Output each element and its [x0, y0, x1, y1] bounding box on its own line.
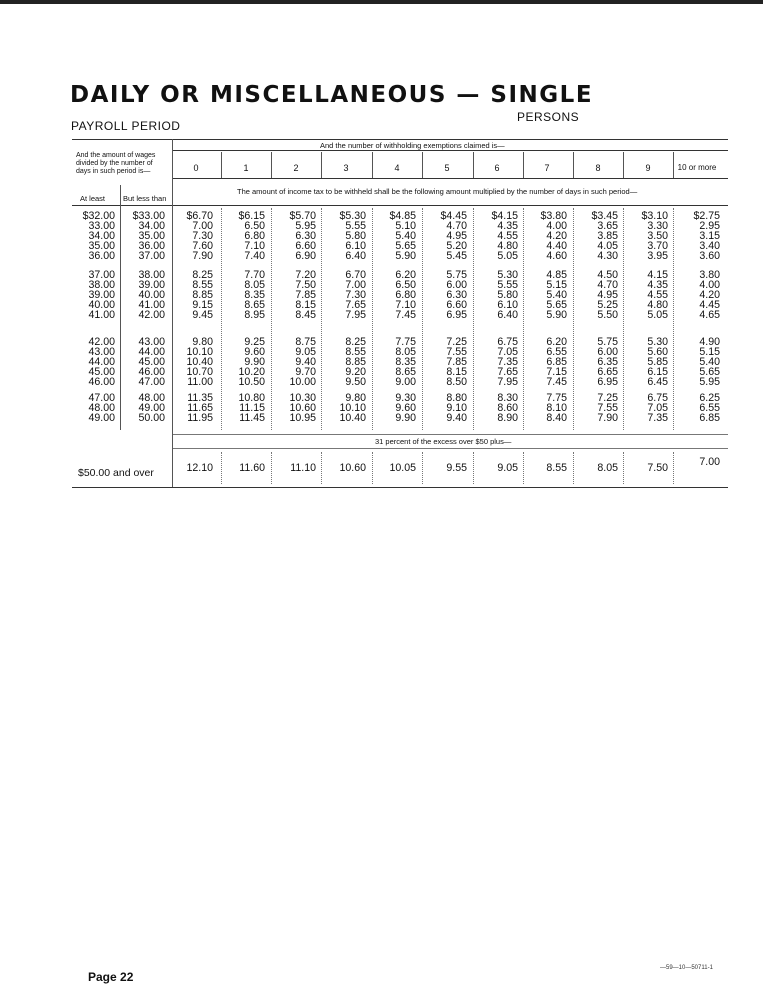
tax-amount-cell: 3.60 [699, 250, 720, 262]
tax-amount-cell: 7.60 [192, 240, 213, 252]
tax-amount-cell: 9.90 [395, 412, 416, 424]
tax-amount-cell: 8.65 [244, 299, 265, 311]
final-row-cell: 9.55 [446, 462, 467, 474]
at-least-header: At least [80, 194, 106, 203]
tax-amount-cell: 7.25 [446, 336, 467, 348]
tax-amount-cell: $4.85 [389, 210, 416, 222]
tax-amount-cell: 10.60 [289, 402, 316, 414]
tax-amount-cell: $2.75 [693, 210, 720, 222]
tax-amount-cell: 8.25 [192, 269, 213, 281]
column-header-divider [221, 152, 222, 178]
tax-amount-cell: 10.80 [238, 392, 265, 404]
tax-amount-cell: 8.85 [345, 356, 366, 368]
tax-amount-cell: 8.90 [497, 412, 518, 424]
tax-amount-cell: 9.10 [446, 402, 467, 414]
tax-amount-cell: 9.50 [345, 376, 366, 388]
tax-amount-cell: 6.90 [295, 250, 316, 262]
less-than-cell: 44.00 [138, 346, 165, 358]
tax-amount-cell: 10.50 [238, 376, 265, 388]
tax-amount-cell: 8.05 [395, 346, 416, 358]
tax-amount-cell: 5.05 [647, 309, 668, 321]
tax-amount-cell: 7.95 [497, 376, 518, 388]
tax-amount-cell: 4.90 [699, 336, 720, 348]
tax-amount-cell: 6.50 [244, 220, 265, 232]
tax-amount-cell: $4.15 [491, 210, 518, 222]
final-row-cell: 8.55 [546, 462, 567, 474]
tax-amount-cell: 4.20 [699, 289, 720, 301]
tax-amount-cell: 5.10 [395, 220, 416, 232]
final-row-cell: 8.05 [597, 462, 618, 474]
tax-amount-cell: 4.50 [597, 269, 618, 281]
tax-amount-cell: 5.60 [647, 346, 668, 358]
tax-amount-cell: 8.65 [395, 366, 416, 378]
at-least-cell: 44.00 [88, 356, 115, 368]
tax-amount-cell: 6.65 [597, 366, 618, 378]
tax-amount-cell: 8.15 [446, 366, 467, 378]
tax-amount-cell: 10.95 [289, 412, 316, 424]
tax-amount-cell: 6.75 [647, 392, 668, 404]
tax-amount-cell: $3.80 [540, 210, 567, 222]
tax-amount-cell: 6.55 [546, 346, 567, 358]
tax-amount-cell: 6.25 [699, 392, 720, 404]
final-row-cell: 9.05 [497, 462, 518, 474]
at-least-cell: 37.00 [88, 269, 115, 281]
less-than-cell: 46.00 [138, 366, 165, 378]
column-header-1: 1 [243, 163, 249, 173]
tax-amount-cell: 5.15 [699, 346, 720, 358]
tax-amount-cell: 4.45 [699, 299, 720, 311]
tax-amount-cell: 3.30 [647, 220, 668, 232]
tax-amount-cell: $6.15 [238, 210, 265, 222]
tax-amount-cell: 6.30 [446, 289, 467, 301]
tax-amount-cell: 5.80 [497, 289, 518, 301]
tax-amount-cell: $5.70 [289, 210, 316, 222]
tax-amount-cell: 7.85 [295, 289, 316, 301]
tax-amount-cell: 4.85 [546, 269, 567, 281]
tax-amount-cell: 6.20 [395, 269, 416, 281]
excess-bottom-rule [172, 448, 728, 449]
tax-amount-cell: 10.30 [289, 392, 316, 404]
tax-amount-cell: 2.95 [699, 220, 720, 232]
tax-amount-cell: 6.95 [597, 376, 618, 388]
column-header-7: 7 [544, 163, 550, 173]
tax-amount-cell: 6.40 [497, 309, 518, 321]
tax-amount-cell: 6.20 [546, 336, 567, 348]
tax-amount-cell: 6.45 [647, 376, 668, 388]
tax-amount-cell: 4.60 [546, 250, 567, 262]
tax-amount-cell: 4.70 [446, 220, 467, 232]
tax-amount-cell: 5.65 [699, 366, 720, 378]
tax-amount-cell: 8.25 [345, 336, 366, 348]
tax-amount-cell: 8.85 [192, 289, 213, 301]
column-header-8: 8 [595, 163, 601, 173]
tax-amount-cell: 7.20 [295, 269, 316, 281]
tax-amount-cell: 4.20 [546, 230, 567, 242]
tax-amount-cell: 6.15 [647, 366, 668, 378]
tax-amount-cell: 8.80 [446, 392, 467, 404]
tax-amount-cell: 3.85 [597, 230, 618, 242]
tax-amount-cell: 5.90 [395, 250, 416, 262]
column-header-divider [422, 152, 423, 178]
less-than-cell: 47.00 [138, 376, 165, 388]
less-than-cell: 35.00 [138, 230, 165, 242]
tax-amount-cell: 4.15 [647, 269, 668, 281]
exemptions-caption: And the number of withholding exemptions claimed is— [320, 141, 505, 150]
tax-amount-cell: 5.65 [546, 299, 567, 311]
tax-amount-cell: 5.55 [345, 220, 366, 232]
tax-amount-cell: 7.65 [345, 299, 366, 311]
tax-amount-cell: 10.10 [339, 402, 366, 414]
tax-amount-cell: 10.20 [238, 366, 265, 378]
at-least-cell: 47.00 [88, 392, 115, 404]
page-number: Page 22 [88, 970, 134, 984]
tax-amount-cell: 7.00 [192, 220, 213, 232]
less-than-cell: 48.00 [138, 392, 165, 404]
tax-amount-cell: 3.80 [699, 269, 720, 281]
tax-amount-cell: 8.35 [244, 289, 265, 301]
columns-rule [172, 178, 728, 179]
tax-amount-cell: 5.75 [597, 336, 618, 348]
less-than-cell: $33.00 [132, 210, 165, 222]
tax-amount-cell: 6.30 [295, 230, 316, 242]
column-header-6: 6 [494, 163, 500, 173]
column-header-10-or-more: 10 or more [677, 163, 717, 172]
tax-amount-cell: 10.70 [186, 366, 213, 378]
tax-amount-cell: 8.55 [345, 346, 366, 358]
at-least-cell: 39.00 [88, 289, 115, 301]
tax-amount-cell: 7.75 [395, 336, 416, 348]
tax-amount-cell: 6.70 [345, 269, 366, 281]
column-header-divider [573, 152, 574, 178]
at-least-cell: 36.00 [88, 250, 115, 262]
at-least-cell: 34.00 [88, 230, 115, 242]
tax-amount-cell: 9.00 [395, 376, 416, 388]
less-than-cell: 36.00 [138, 240, 165, 252]
tax-amount-cell: 11.15 [239, 402, 265, 414]
tax-amount-cell: 11.45 [239, 412, 265, 424]
tax-amount-cell: 5.65 [395, 240, 416, 252]
tax-amount-cell: 5.40 [546, 289, 567, 301]
tax-amount-cell: 7.15 [546, 366, 567, 378]
tax-amount-cell: 5.75 [446, 269, 467, 281]
tax-amount-cell: 4.95 [597, 289, 618, 301]
tax-amount-cell: 10.00 [289, 376, 316, 388]
column-header-divider [321, 152, 322, 178]
final-row-cell: 11.60 [239, 462, 265, 474]
tax-amount-cell: $3.45 [591, 210, 618, 222]
tax-amount-cell: $5.30 [339, 210, 366, 222]
tax-amount-cell: 6.35 [597, 356, 618, 368]
tax-amount-cell: 5.95 [295, 220, 316, 232]
tax-amount-cell: 5.95 [699, 376, 720, 388]
tax-amount-cell: 9.30 [395, 392, 416, 404]
tax-amount-cell: 7.75 [546, 392, 567, 404]
tax-amount-cell: 9.60 [395, 402, 416, 414]
tax-amount-cell: 5.45 [446, 250, 467, 262]
subtitle-persons: PERSONS [517, 110, 580, 124]
tax-amount-cell: 11.35 [187, 392, 213, 404]
tax-amount-cell: 6.50 [395, 279, 416, 291]
tax-amount-cell: 4.80 [497, 240, 518, 252]
tax-amount-cell: 7.50 [295, 279, 316, 291]
tax-amount-cell: 8.55 [192, 279, 213, 291]
tax-amount-cell: 6.00 [446, 279, 467, 291]
tax-amount-cell: 5.30 [497, 269, 518, 281]
wages-caption: And the amount of wages divided by the number of days in such period is— [76, 152, 156, 175]
less-than-cell: 38.00 [138, 269, 165, 281]
column-header-2: 2 [293, 163, 299, 173]
excess-top-rule [172, 434, 728, 435]
less-than-cell: 43.00 [138, 336, 165, 348]
column-header-divider [523, 152, 524, 178]
tax-amount-cell: 5.20 [446, 240, 467, 252]
tax-amount-cell: 5.50 [597, 309, 618, 321]
tax-amount-cell: 7.45 [546, 376, 567, 388]
tax-amount-cell: 5.40 [699, 356, 720, 368]
footer-code: —59—10—50711-1 [660, 965, 713, 971]
tax-amount-cell: 5.25 [597, 299, 618, 311]
tax-amount-cell: 3.95 [647, 250, 668, 262]
tax-amount-cell: 7.05 [647, 402, 668, 414]
tax-amount-cell: $6.70 [186, 210, 213, 222]
tax-amount-cell: 4.30 [597, 250, 618, 262]
less-than-cell: 42.00 [138, 309, 165, 321]
final-row-cell: 12.10 [186, 462, 213, 474]
tax-amount-cell: 7.65 [497, 366, 518, 378]
less-than-cell: 37.00 [138, 250, 165, 262]
tax-amount-cell: 4.55 [497, 230, 518, 242]
amount-caption: The amount of income tax to be withheld shall be the following amount multiplied by the number of days in such period— [237, 187, 638, 196]
tax-amount-cell: 5.80 [345, 230, 366, 242]
at-least-cell: 46.00 [88, 376, 115, 388]
tax-amount-cell: 3.50 [647, 230, 668, 242]
tax-amount-cell: 3.40 [699, 240, 720, 252]
subtitle-payroll-period: PAYROLL PERIOD [71, 119, 181, 133]
less-than-cell: 34.00 [138, 220, 165, 232]
tax-amount-cell: 4.00 [546, 220, 567, 232]
tax-amount-cell: 6.10 [497, 299, 518, 311]
tax-amount-cell: 7.05 [497, 346, 518, 358]
tax-amount-cell: 6.75 [497, 336, 518, 348]
tax-amount-cell: 9.25 [244, 336, 265, 348]
less-than-cell: 49.00 [138, 402, 165, 414]
tax-amount-cell: 7.45 [395, 309, 416, 321]
tax-amount-cell: 7.90 [597, 412, 618, 424]
column-dotted-divider [673, 208, 674, 430]
tax-amount-cell: 7.25 [597, 392, 618, 404]
tax-amount-cell: $3.10 [641, 210, 668, 222]
less-than-cell: 50.00 [138, 412, 165, 424]
tax-amount-cell: 6.85 [546, 356, 567, 368]
tax-amount-cell: 7.35 [497, 356, 518, 368]
at-least-cell: 38.00 [88, 279, 115, 291]
tax-amount-cell: 8.15 [295, 299, 316, 311]
tax-amount-cell: 4.70 [597, 279, 618, 291]
tax-amount-cell: 4.05 [597, 240, 618, 252]
tax-amount-cell: 7.40 [244, 250, 265, 262]
tax-amount-cell: 8.95 [244, 309, 265, 321]
final-row-cell: 7.50 [647, 462, 668, 474]
but-less-than-header: But less than [123, 194, 167, 203]
tax-amount-cell: 10.10 [186, 346, 213, 358]
tax-amount-cell: 9.90 [244, 356, 265, 368]
tax-amount-cell: 7.70 [244, 269, 265, 281]
tax-amount-cell: 6.85 [699, 412, 720, 424]
tax-amount-cell: 9.20 [345, 366, 366, 378]
less-than-cell: 41.00 [138, 299, 165, 311]
tax-amount-cell: 7.55 [446, 346, 467, 358]
tax-amount-cell: 4.00 [699, 279, 720, 291]
tax-amount-cell: $4.45 [440, 210, 467, 222]
tax-amount-cell: 9.40 [295, 356, 316, 368]
tax-amount-cell: 8.30 [497, 392, 518, 404]
column-header-divider [673, 152, 674, 178]
tax-amount-cell: 3.65 [597, 220, 618, 232]
final-row-cell: 7.00 [699, 456, 720, 468]
tax-amount-cell: 7.10 [244, 240, 265, 252]
tax-amount-cell: 4.95 [446, 230, 467, 242]
tax-amount-cell: 8.75 [295, 336, 316, 348]
tax-amount-cell: 7.00 [345, 279, 366, 291]
tax-amount-cell: 6.80 [395, 289, 416, 301]
tax-amount-cell: 5.05 [497, 250, 518, 262]
tax-amount-cell: 5.55 [497, 279, 518, 291]
final-row-cell: 10.05 [389, 462, 416, 474]
table-top-rule [72, 139, 728, 140]
tax-amount-cell: 6.10 [345, 240, 366, 252]
tax-amount-cell: 8.45 [295, 309, 316, 321]
tax-amount-cell: 7.55 [597, 402, 618, 414]
tax-amount-cell: 11.00 [187, 376, 213, 388]
top-border [0, 0, 763, 4]
tax-amount-cell: 11.65 [187, 402, 213, 414]
tax-amount-cell: 5.90 [546, 309, 567, 321]
tax-amount-cell: 9.80 [345, 392, 366, 404]
column-header-4: 4 [394, 163, 400, 173]
exemptions-rule [172, 150, 728, 151]
tax-amount-cell: 7.35 [647, 412, 668, 424]
at-least-cell: 41.00 [88, 309, 115, 321]
tax-amount-cell: 5.30 [647, 336, 668, 348]
tax-amount-cell: 9.40 [446, 412, 467, 424]
tax-amount-cell: 9.45 [192, 309, 213, 321]
at-least-cell: 35.00 [88, 240, 115, 252]
final-row-cell: 10.60 [339, 462, 366, 474]
tax-amount-cell: 4.65 [699, 309, 720, 321]
tax-amount-cell: 7.10 [395, 299, 416, 311]
tax-amount-cell: 8.10 [546, 402, 567, 414]
tax-amount-cell: 9.60 [244, 346, 265, 358]
tax-amount-cell: 7.30 [345, 289, 366, 301]
less-than-cell: 39.00 [138, 279, 165, 291]
tax-amount-cell: 6.55 [699, 402, 720, 414]
tax-amount-cell: 5.15 [546, 279, 567, 291]
page-title: DAILY OR MISCELLANEOUS — SINGLE [70, 82, 594, 108]
column-header-divider [271, 152, 272, 178]
column-header-0: 0 [193, 163, 199, 173]
tax-amount-cell: 4.35 [647, 279, 668, 291]
tax-amount-cell: 8.05 [244, 279, 265, 291]
column-header-5: 5 [444, 163, 450, 173]
tax-amount-cell: 7.95 [345, 309, 366, 321]
column-header-3: 3 [343, 163, 349, 173]
tax-amount-cell: 9.05 [295, 346, 316, 358]
tax-amount-cell: 6.95 [446, 309, 467, 321]
at-least-cell: 45.00 [88, 366, 115, 378]
tax-amount-cell: 4.80 [647, 299, 668, 311]
at-least-cell: $32.00 [82, 210, 115, 222]
column-header-divider [372, 152, 373, 178]
tax-amount-cell: 8.50 [446, 376, 467, 388]
excess-caption: 31 percent of the excess over $50 plus— [375, 437, 512, 446]
column-header-9: 9 [645, 163, 651, 173]
less-than-cell: 45.00 [138, 356, 165, 368]
at-least-cell: 40.00 [88, 299, 115, 311]
final-row-divider [673, 452, 674, 484]
tax-amount-cell: 6.60 [446, 299, 467, 311]
less-than-cell: 40.00 [138, 289, 165, 301]
final-row-label: $50.00 and over [78, 467, 154, 479]
tax-amount-cell: 4.40 [546, 240, 567, 252]
tax-amount-cell: 4.35 [497, 220, 518, 232]
table-bottom-rule [72, 487, 728, 488]
header-bottom-rule [72, 205, 728, 206]
final-row-cell: 11.10 [290, 462, 316, 474]
tax-amount-cell: 11.95 [187, 412, 213, 424]
tax-amount-cell: 3.15 [699, 230, 720, 242]
tax-amount-cell: 10.40 [186, 356, 213, 368]
tax-amount-cell: 5.40 [395, 230, 416, 242]
column-header-divider [623, 152, 624, 178]
tax-amount-cell: 10.40 [339, 412, 366, 424]
tax-amount-cell: 8.60 [497, 402, 518, 414]
column-header-divider [473, 152, 474, 178]
at-least-cell: 43.00 [88, 346, 115, 358]
tax-amount-cell: 8.35 [395, 356, 416, 368]
tax-amount-cell: 5.85 [647, 356, 668, 368]
tax-amount-cell: 7.90 [192, 250, 213, 262]
tax-amount-cell: 7.85 [446, 356, 467, 368]
tax-amount-cell: 8.40 [546, 412, 567, 424]
tax-amount-cell: 9.70 [295, 366, 316, 378]
at-least-cell: 42.00 [88, 336, 115, 348]
at-least-cell: 33.00 [88, 220, 115, 232]
tax-amount-cell: 6.60 [295, 240, 316, 252]
tax-amount-cell: 9.15 [192, 299, 213, 311]
tax-amount-cell: 3.70 [647, 240, 668, 252]
tax-amount-cell: 6.80 [244, 230, 265, 242]
tax-amount-cell: 4.55 [647, 289, 668, 301]
tax-amount-cell: 9.80 [192, 336, 213, 348]
tax-amount-cell: 6.00 [597, 346, 618, 358]
at-least-cell: 49.00 [88, 412, 115, 424]
tax-amount-cell: 7.30 [192, 230, 213, 242]
tax-amount-cell: 6.40 [345, 250, 366, 262]
at-least-cell: 48.00 [88, 402, 115, 414]
